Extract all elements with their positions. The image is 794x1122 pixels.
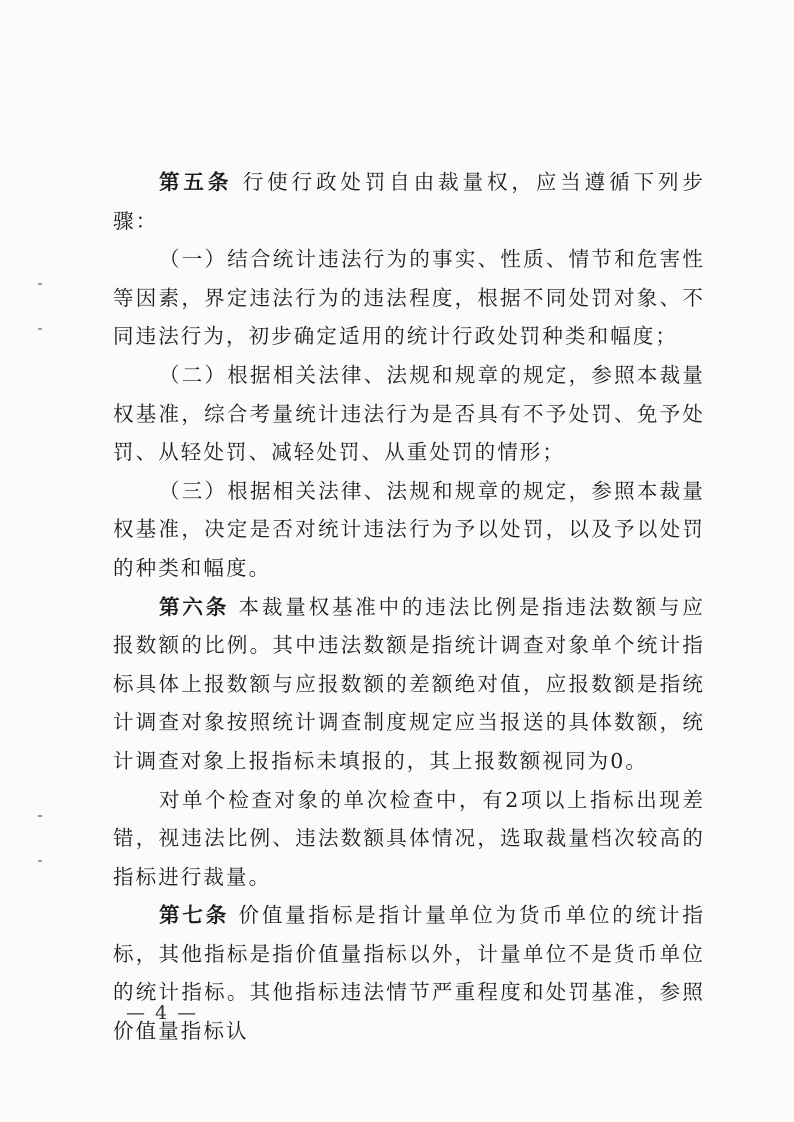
article-5-text: 行使行政处罚自由裁量权，应当遵循下列步骤： [113,170,705,233]
article-5-item-1: （一）结合统计违法行为的事实、性质、情节和危害性等因素，界定违法行为的违法程度，根据不同处罚对象、不同违法行为，初步确定适用的统计行政处罚种类和幅度； [113,247,705,349]
article-5-item-2: （二）根据相关法律、法规和规章的规定，参照本裁量权基准，综合考量统计违法行为是否具有不予处罚、免予处罚、从轻处罚、减轻处罚、从重处罚的情形； [113,362,705,465]
article-6-text: 本裁量权基准中的违法比例是指违法数额与应报数额的比例。其中违法数额是指统计调查对象单个统计指标具体上报数额与应报数额的差额绝对值，应报数额是指统计调查对象按照统计调查制度规定应当报送的具体数额，统计调查对象上报指标未填报的，其上报数额视同为0。 [113,594,705,773]
margin-mark [38,860,42,862]
page-number: — 4 — [126,1002,199,1024]
article-7-title: 第七条 [159,903,230,928]
article-6-intro [113,588,705,781]
margin-mark [38,815,42,817]
article-5-title: 第五条 [159,170,233,194]
article-5-intro [113,163,705,240]
article-6-title: 第六条 [159,594,230,619]
article-7-intro [113,896,705,1050]
article-5-item-3: （三）根据相关法律、法规和规章的规定，参照本裁量权基准，决定是否对统计违法行为予以处罚，以及予以处罚的种类和幅度。 [113,478,705,580]
article-6-paragraph-2: 对单个检查对象的单次检查中，有2项以上指标出现差错，视违法比例、违法数额具体情况，选取裁量档次较高的指标进行裁量。 [113,787,705,889]
margin-mark [38,283,42,285]
margin-mark [38,328,42,330]
article-7-text: 价值量指标是指计量单位为货币单位的统计指标，其他指标是指价值量指标以外，计量单位不是货币单位的统计指标。其他指标违法情节严重程度和处罚基准，参照价值量指标认 [113,903,705,1044]
document-body [113,163,705,1051]
